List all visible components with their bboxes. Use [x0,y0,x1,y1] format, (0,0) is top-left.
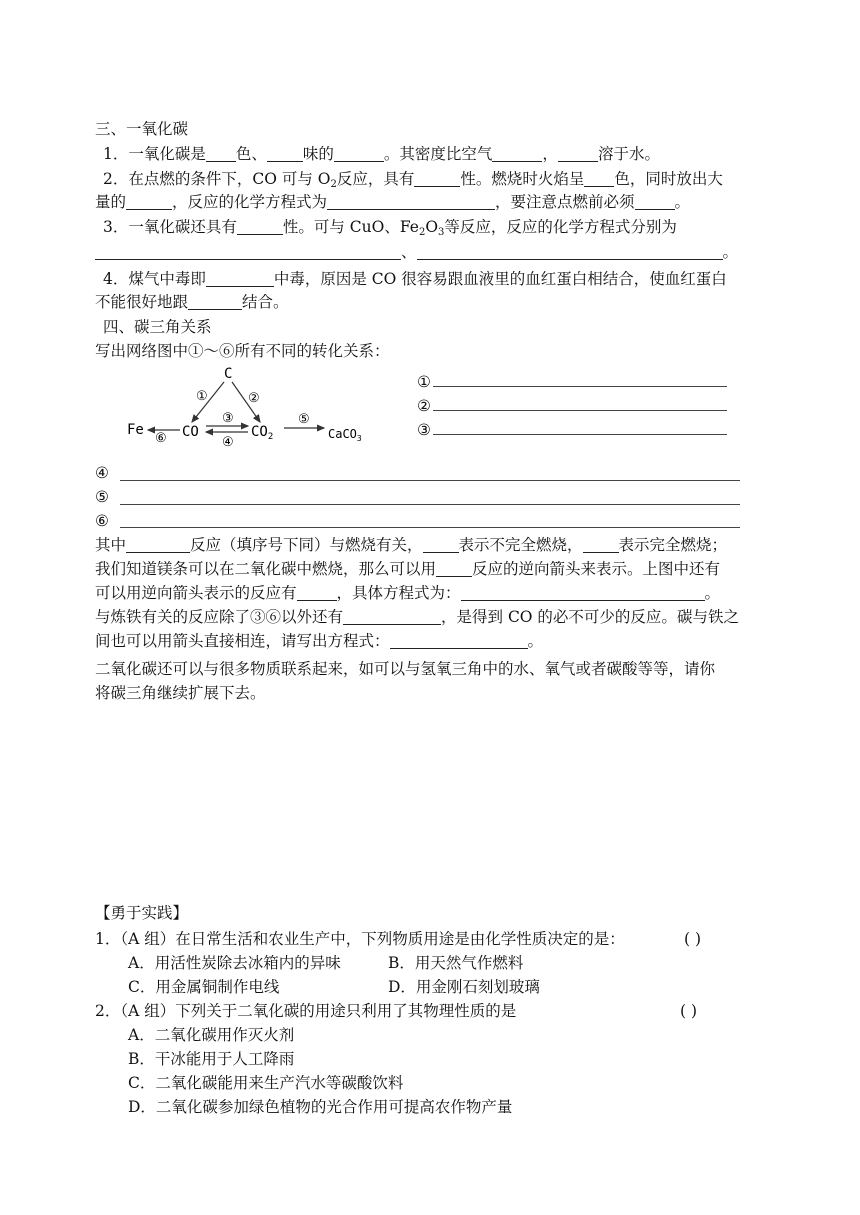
answer-label-5: ⑤ [95,488,109,506]
blank[interactable] [390,632,528,649]
answer-line-6[interactable] [120,527,740,528]
answer-label-2: ② [417,397,431,415]
q1-option-a[interactable]: A．用活性炭除去冰箱内的异味 [128,954,341,972]
blank[interactable] [414,170,460,187]
blank[interactable] [206,145,236,162]
blank[interactable] [492,145,542,162]
instruction: 写出网络图中①～⑥所有不同的转化关系： [95,342,390,360]
paragraph-reverse: 可以用逆向箭头表示的反应有 ，具体方程式为： 。 [95,584,721,602]
blank[interactable] [635,193,675,210]
answer-line-4[interactable] [120,480,740,481]
blank[interactable] [126,193,172,210]
paragraph-combustion: 其中 反应（填序号下同）与燃烧有关， 表示不完全燃烧， 表示完全燃烧； [95,536,728,554]
question-3-line-1: 3．一氧化碳还具有 性。可与 CuO、$Fe_2O_3$等反应，反应的化学方程式分别为 [103,218,677,238]
answer-line-3[interactable] [433,434,727,435]
paragraph-magnesium: 我们知道镁条可以在二氧化碳中燃烧，那么可以用 反应的逆向箭头来表示。上图中还有 [95,560,721,578]
practice-title: 【勇于实践】 [95,904,189,922]
question-1: 1．一氧化碳是 色、 味的 。其密度比空气 ， 溶于水。 [103,145,660,163]
blank[interactable] [584,170,614,187]
blank[interactable] [417,243,723,260]
q1-option-d[interactable]: D．用金刚石刻划玻璃 [388,978,540,996]
q1-option-b[interactable]: B．用天然气作燃料 [388,954,524,972]
q2-option-a[interactable]: A．二氧化碳用作灭火剂 [128,1026,295,1044]
blank[interactable] [461,584,705,601]
question-3-line-2: 、 。 [95,241,738,263]
circle-num-1: ① [196,389,208,404]
label-co: CO [182,424,199,440]
label-c: C [224,366,233,382]
paragraph-equation: 间也可以用箭头直接相连，请写出方程式： 。 [95,632,544,650]
blank[interactable] [583,536,619,553]
question-4-line-1: 4．煤气中毒即 中毒，原因是 CO 很容易跟血液里的血红蛋白相结合，使血红蛋白 [103,270,727,288]
practice-q1-answer-paren[interactable]: ( ) [684,930,702,948]
blank[interactable] [206,270,274,287]
section-title-carbon-monoxide: 三、一氧化碳 [95,120,189,138]
answer-line-5[interactable] [120,504,740,505]
circle-num-6: ⑥ [155,431,167,446]
section-title-carbon-triangle: 四、碳三角关系 [103,318,212,336]
answer-label-3: ③ [417,421,431,439]
blank[interactable] [334,145,384,162]
question-2-line-2: 量的 ，反应的化学方程式为 ，要注意点燃前必须 。 [95,193,691,211]
q1-option-c[interactable]: C．用金属铜制作电线 [128,978,280,996]
blank[interactable] [267,145,303,162]
carbon-triangle-diagram [124,364,384,456]
answer-label-1: ① [417,373,431,391]
question-2-line-1: 2．在点燃的条件下，CO 可与 $O_2$反应，具有 性。燃烧时火焰呈 色，同时放出大 [103,170,723,190]
blank[interactable] [558,145,598,162]
circle-num-2: ② [248,391,260,406]
answer-label-6: ⑥ [95,512,109,530]
blank[interactable] [297,584,337,601]
q2-option-b[interactable]: B．干冰能用于人工降雨 [128,1050,295,1068]
blank[interactable] [126,536,190,553]
practice-q2-answer-paren[interactable]: ( ) [680,1002,698,1020]
paragraph-extend-1: 二氧化碳还可以与很多物质联系起来，如可以与氢氧三角中的水、氧气或者碳酸等等，请你 [95,660,716,678]
circle-num-3: ③ [222,411,234,426]
paragraph-iron: 与炼铁有关的反应除了③⑥以外还有 ，是得到 CO 的必不可少的反应。碳与铁之 [95,608,739,626]
label-co2: $CO_2$ [251,424,274,442]
practice-q2-stem: 2．（A 组）下列关于二氧化碳的用途只利用了其物理性质的是 [95,1002,517,1020]
paragraph-extend-2: 将碳三角继续扩展下去。 [95,684,266,702]
blank[interactable] [423,536,459,553]
circle-num-4: ④ [222,435,234,450]
answer-line-2[interactable] [433,410,727,411]
question-4-line-2: 不能很好地跟 结合。 [95,293,289,311]
answer-line-1[interactable] [433,386,727,387]
blank[interactable] [327,193,495,210]
blank[interactable] [343,608,441,625]
label-fe: Fe [127,422,144,438]
circle-num-5: ⑤ [298,412,310,427]
blank[interactable] [95,243,401,260]
q2-option-c[interactable]: C．二氧化碳能用来生产汽水等碳酸饮料 [128,1074,404,1092]
answer-label-4: ④ [95,464,109,482]
practice-q1-stem: 1．（A 组）在日常生活和农业生产中，下列物质用途是由化学性质决定的是： [95,930,625,948]
label-caco3: CaCO$_3$ [328,427,362,443]
blank[interactable] [188,293,242,310]
blank[interactable] [237,218,283,235]
q2-option-d[interactable]: D．二氧化碳参加绿色植物的光合作用可提高农作物产量 [128,1098,513,1116]
blank[interactable] [436,560,472,577]
